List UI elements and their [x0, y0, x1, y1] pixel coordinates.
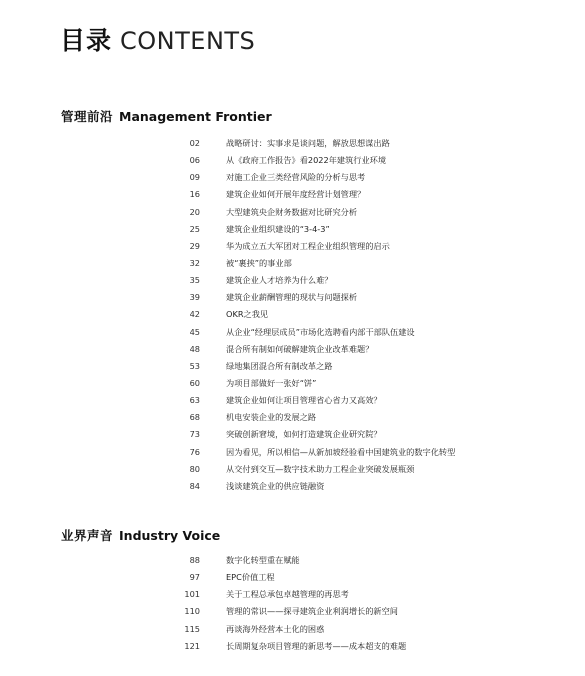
- toc-entry[interactable]: [0, 552, 585, 569]
- toc-entry-title: 从《政府工作报告》看2022年建筑行业环境: [226, 155, 387, 166]
- toc-entry-title: 关于工程总承包卓越管理的再思考: [226, 589, 349, 600]
- toc-list-management-frontier: [0, 135, 585, 495]
- toc-page-number: 09: [189, 172, 200, 183]
- toc-entry-title: 绿地集团混合所有制改革之路: [226, 360, 333, 371]
- toc-entry-title: 浅谈建筑企业的供应链融资: [226, 480, 325, 491]
- toc-entry-title: 建筑企业人才培养为什么难？: [226, 275, 333, 286]
- toc-entry[interactable]: [0, 638, 585, 655]
- toc-page-number: 32: [189, 257, 200, 268]
- toc-entry-title: 从交付到交互—数字技术助力工程企业突破发展瓶颈: [226, 463, 415, 474]
- toc-page-number: 48: [189, 343, 200, 354]
- toc-entry[interactable]: [0, 169, 585, 186]
- toc-entry-title: 混合所有制如何破解建筑企业改革难题？: [226, 343, 374, 354]
- title-chinese: 目录: [60, 26, 113, 55]
- toc-entry[interactable]: [0, 272, 585, 289]
- toc-entry-title: 从企业“经理层成员”市场化选聘看内部干部队伍建设: [226, 326, 415, 337]
- toc-entry-title: OKR之我见: [226, 309, 269, 320]
- toc-page-number: 53: [189, 360, 200, 371]
- toc-page-number: 97: [189, 572, 200, 583]
- toc-entry-title: 机电安装企业的发展之路: [226, 412, 317, 423]
- toc-page-number: 06: [189, 155, 200, 166]
- toc-entry[interactable]: [0, 358, 585, 375]
- toc-entry-title: 对施工企业三类经营风险的分析与思考: [226, 172, 366, 183]
- toc-entry-title: 建筑企业如何开展年度经营计划管理？: [226, 189, 366, 200]
- toc-entry[interactable]: [0, 621, 585, 638]
- toc-page-number: 80: [189, 463, 200, 474]
- toc-entry[interactable]: [0, 255, 585, 272]
- toc-entry[interactable]: [0, 341, 585, 358]
- toc-entry[interactable]: [0, 392, 585, 409]
- toc-entry-title: 再谈海外经营本土化的困惑: [226, 623, 325, 634]
- toc-entry-title: 管理的常识——探寻建筑企业利润增长的新空间: [226, 606, 398, 617]
- section-heading-en: Management Frontier: [119, 109, 272, 124]
- toc-entry-title: 建筑企业薪酬管理的现状与问题探析: [226, 292, 358, 303]
- toc-page-number: 63: [189, 395, 200, 406]
- toc-entry-title: 建筑企业组织建设的“3-4-3”: [226, 223, 330, 234]
- toc-entry-title: 数字化转型重在赋能: [226, 555, 300, 565]
- toc-page-number: 76: [189, 446, 200, 457]
- toc-list-industry-voice: [0, 552, 585, 655]
- toc-entry[interactable]: [0, 603, 585, 620]
- section-heading-industry-voice: [61, 530, 220, 543]
- title-english: CONTENTS: [120, 27, 256, 55]
- toc-entry[interactable]: [0, 569, 585, 586]
- toc-entry-title: 突破创新窘境，如何打造建筑企业研究院？: [226, 429, 382, 440]
- toc-entry[interactable]: [0, 478, 585, 495]
- toc-entry[interactable]: [0, 324, 585, 341]
- toc-entry[interactable]: [0, 238, 585, 255]
- toc-entry-title: 被“裹挟”的事业部: [226, 257, 292, 268]
- toc-entry[interactable]: [0, 306, 585, 323]
- toc-page-number: 121: [184, 640, 200, 651]
- toc-page-number: 20: [189, 206, 200, 217]
- toc-entry[interactable]: [0, 289, 585, 306]
- toc-page-number: 88: [189, 555, 200, 565]
- section-heading-management-frontier: [61, 111, 272, 124]
- toc-entry-title: 长周期复杂项目管理的新思考——成本超支的难题: [226, 640, 407, 651]
- section-heading-en: Industry Voice: [119, 528, 221, 543]
- toc-entry-title: 为项目部做好一张好“饼”: [226, 377, 317, 388]
- toc-entry[interactable]: [0, 409, 585, 426]
- toc-page-number: 29: [189, 240, 200, 251]
- toc-page-number: 45: [189, 326, 200, 337]
- toc-page-number: 02: [189, 138, 200, 148]
- toc-entry-title: 建筑企业如何让项目管理省心省力又高效？: [226, 395, 382, 406]
- page-title: [60, 28, 255, 53]
- toc-entry-title: 战略研讨：实事求是谈问题，解放思想谋出路: [226, 138, 390, 148]
- toc-entry[interactable]: [0, 461, 585, 478]
- toc-entry[interactable]: [0, 135, 585, 152]
- toc-entry-title: 因为看见，所以相信—从新加坡经验看中国建筑业的数字化转型: [226, 446, 456, 457]
- toc-page-number: 16: [189, 189, 200, 200]
- toc-page-number: 35: [189, 275, 200, 286]
- toc-page-number: 42: [189, 309, 200, 320]
- toc-page-number: 84: [189, 480, 200, 491]
- toc-entry[interactable]: [0, 444, 585, 461]
- toc-entry[interactable]: [0, 426, 585, 443]
- toc-page-number: 39: [189, 292, 200, 303]
- toc-page-number: 115: [184, 623, 200, 634]
- toc-entry-title: EPC价值工程: [226, 572, 275, 583]
- toc-entry[interactable]: [0, 375, 585, 392]
- toc-entry[interactable]: [0, 221, 585, 238]
- toc-entry[interactable]: [0, 586, 585, 603]
- section-heading-cn: 管理前沿: [61, 109, 114, 124]
- toc-entry[interactable]: [0, 204, 585, 221]
- toc-page-number: 68: [189, 412, 200, 423]
- toc-page-number: 101: [184, 589, 200, 600]
- toc-page-number: 60: [189, 377, 200, 388]
- toc-page-number: 25: [189, 223, 200, 234]
- toc-page-number: 110: [184, 606, 200, 617]
- toc-entry-title: 华为成立五大军团对工程企业组织管理的启示: [226, 240, 390, 251]
- toc-entry-title: 大型建筑央企财务数据对比研究分析: [226, 206, 358, 217]
- toc-page-number: 73: [189, 429, 200, 440]
- section-heading-cn: 业界声音: [61, 528, 114, 543]
- toc-entry[interactable]: [0, 152, 585, 169]
- toc-entry[interactable]: [0, 186, 585, 203]
